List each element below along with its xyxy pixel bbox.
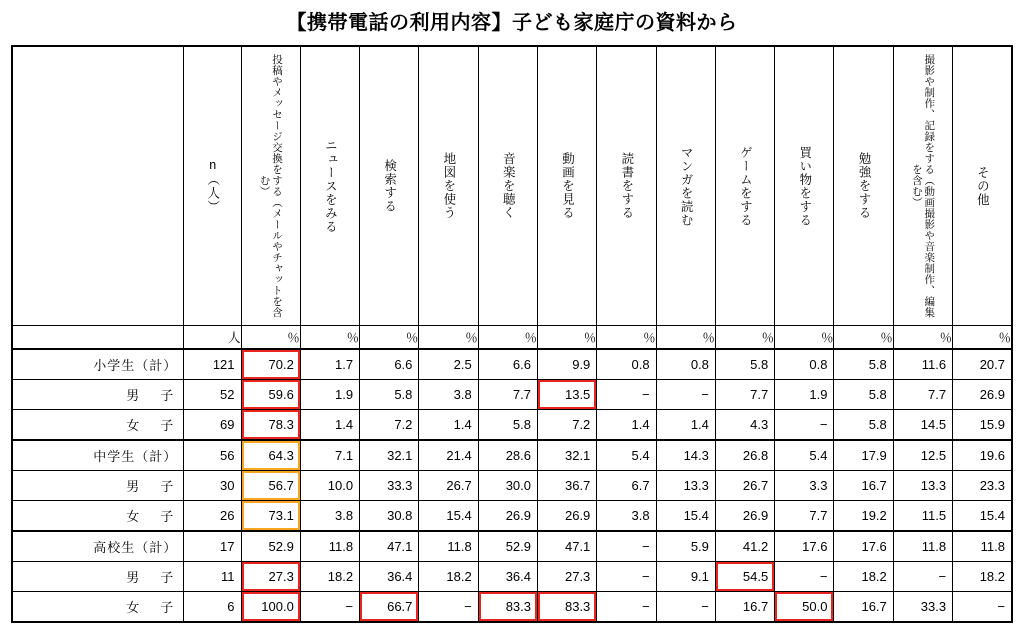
row-label: 中学生（計） xyxy=(12,440,184,471)
cell-c13: 15.9 xyxy=(953,410,1012,441)
cell-c9: 26.7 xyxy=(715,471,774,501)
cell-c3: 47.1 xyxy=(360,531,419,562)
unit-cell-label xyxy=(12,326,184,350)
cell-n: 11 xyxy=(184,562,241,592)
cell-c13: 19.6 xyxy=(953,440,1012,471)
cell-c12: 12.5 xyxy=(893,440,952,471)
cell-c7: 0.8 xyxy=(597,349,656,380)
header-cell-shopping xyxy=(775,46,834,326)
header-label-search: 検索する xyxy=(382,159,397,213)
header-cell-posting xyxy=(241,46,300,326)
header-label-shopping: 買い物をする xyxy=(797,145,812,227)
table-body xyxy=(12,326,1012,623)
unit-cell-c1: ％ xyxy=(241,326,300,350)
cell-c5: 6.6 xyxy=(478,349,537,380)
table-row xyxy=(12,440,1012,471)
cell-c8: 1.4 xyxy=(656,410,715,441)
header-cell-label xyxy=(12,46,184,326)
unit-cell-c12: ％ xyxy=(893,326,952,350)
header-label-other: その他 xyxy=(975,165,990,207)
header-cell-other xyxy=(953,46,1012,326)
header-cell-music xyxy=(478,46,537,326)
cell-c6: 13.5 xyxy=(538,380,597,410)
cell-c3: 7.2 xyxy=(360,410,419,441)
cell-n: 69 xyxy=(184,410,241,441)
cell-c2: 1.4 xyxy=(300,410,359,441)
cell-c5: 5.8 xyxy=(478,410,537,441)
cell-c3: 6.6 xyxy=(360,349,419,380)
cell-c12: 13.3 xyxy=(893,471,952,501)
cell-c3: 66.7 xyxy=(360,592,419,623)
header-label-music: 音楽を聴く xyxy=(501,152,516,220)
cell-c5: 83.3 xyxy=(478,592,537,623)
cell-c9: 26.8 xyxy=(715,440,774,471)
header-cell-map xyxy=(419,46,478,326)
cell-c5: 26.9 xyxy=(478,501,537,532)
cell-c8: 13.3 xyxy=(656,471,715,501)
header-cell-reading xyxy=(597,46,656,326)
header-label-manga: マンガを読む xyxy=(679,145,694,227)
cell-c1: 59.6 xyxy=(241,380,300,410)
cell-c6: 27.3 xyxy=(538,562,597,592)
cell-c13: 23.3 xyxy=(953,471,1012,501)
cell-c3: 32.1 xyxy=(360,440,419,471)
cell-c11: 16.7 xyxy=(834,471,893,501)
cell-c10: 3.3 xyxy=(775,471,834,501)
header-cell-game xyxy=(715,46,774,326)
cell-c9: 16.7 xyxy=(715,592,774,623)
cell-c1: 56.7 xyxy=(241,471,300,501)
cell-c1: 70.2 xyxy=(241,349,300,380)
cell-c7: − xyxy=(597,562,656,592)
unit-cell-c3: ％ xyxy=(360,326,419,350)
cell-c4: 3.8 xyxy=(419,380,478,410)
row-label: 女 子 xyxy=(12,410,184,441)
cell-c10: − xyxy=(775,562,834,592)
header-label-n: n（人） xyxy=(205,158,220,214)
cell-c2: 10.0 xyxy=(300,471,359,501)
cell-c2: 7.1 xyxy=(300,440,359,471)
cell-c6: 47.1 xyxy=(538,531,597,562)
header-label-study: 勉強をする xyxy=(857,152,871,220)
cell-c7: 1.4 xyxy=(597,410,656,441)
cell-c13: 18.2 xyxy=(953,562,1012,592)
cell-c7: − xyxy=(597,531,656,562)
cell-c3: 36.4 xyxy=(360,562,419,592)
cell-c10: 50.0 xyxy=(775,592,834,623)
cell-c10: 0.8 xyxy=(775,349,834,380)
cell-n: 52 xyxy=(184,380,241,410)
cell-c7: − xyxy=(597,380,656,410)
cell-c9: 4.3 xyxy=(715,410,774,441)
header-label-video: 動画を見る xyxy=(560,152,575,220)
cell-c8: 14.3 xyxy=(656,440,715,471)
cell-c7: 6.7 xyxy=(597,471,656,501)
cell-n: 6 xyxy=(184,592,241,623)
cell-c12: − xyxy=(893,562,952,592)
cell-c12: 7.7 xyxy=(893,380,952,410)
header-cell-study xyxy=(834,46,893,326)
cell-c4: 11.8 xyxy=(419,531,478,562)
cell-c11: 17.9 xyxy=(834,440,893,471)
cell-c5: 7.7 xyxy=(478,380,537,410)
cell-c9: 5.8 xyxy=(715,349,774,380)
header-cell-n xyxy=(184,46,241,326)
cell-c1: 64.3 xyxy=(241,440,300,471)
header-label-posting: 投稿やメッセージ交換をする（メールやチャットを含む） xyxy=(258,54,284,318)
cell-c6: 36.7 xyxy=(538,471,597,501)
cell-c12: 33.3 xyxy=(893,592,952,623)
unit-cell-c4: ％ xyxy=(419,326,478,350)
unit-cell-c8: ％ xyxy=(656,326,715,350)
cell-c11: 18.2 xyxy=(834,562,893,592)
header-label-news: ニュースをみる xyxy=(323,138,338,234)
cell-c10: 17.6 xyxy=(775,531,834,562)
data-table-container xyxy=(11,45,1013,623)
table-row xyxy=(12,531,1012,562)
unit-cell-c13: ％ xyxy=(953,326,1012,350)
header-label-reading: 読書をする xyxy=(619,152,634,220)
row-label: 女 子 xyxy=(12,501,184,532)
cell-c7: 3.8 xyxy=(597,501,656,532)
cell-n: 17 xyxy=(184,531,241,562)
header-row xyxy=(12,46,1012,326)
cell-n: 26 xyxy=(184,501,241,532)
cell-c5: 52.9 xyxy=(478,531,537,562)
table-row xyxy=(12,592,1012,623)
cell-c4: 21.4 xyxy=(419,440,478,471)
cell-c9: 7.7 xyxy=(715,380,774,410)
cell-c2: 1.9 xyxy=(300,380,359,410)
cell-c8: − xyxy=(656,592,715,623)
unit-cell-c7: ％ xyxy=(597,326,656,350)
table-row xyxy=(12,562,1012,592)
row-label: 高校生（計） xyxy=(12,531,184,562)
cell-c13: − xyxy=(953,592,1012,623)
cell-c2: 1.7 xyxy=(300,349,359,380)
table-row xyxy=(12,501,1012,532)
table-row xyxy=(12,349,1012,380)
cell-c13: 20.7 xyxy=(953,349,1012,380)
cell-c13: 15.4 xyxy=(953,501,1012,532)
cell-c7: − xyxy=(597,592,656,623)
cell-c6: 26.9 xyxy=(538,501,597,532)
cell-c2: − xyxy=(300,592,359,623)
cell-c1: 78.3 xyxy=(241,410,300,441)
unit-cell-c5: ％ xyxy=(478,326,537,350)
header-label-map: 地図を使う xyxy=(441,152,456,220)
unit-cell-n: 人 xyxy=(184,326,241,350)
table-header xyxy=(12,46,1012,326)
header-label-game: ゲームをする xyxy=(738,145,753,227)
cell-c6: 83.3 xyxy=(538,592,597,623)
cell-c6: 32.1 xyxy=(538,440,597,471)
cell-c3: 33.3 xyxy=(360,471,419,501)
cell-c1: 100.0 xyxy=(241,592,300,623)
cell-c10: 5.4 xyxy=(775,440,834,471)
cell-c11: 5.8 xyxy=(834,349,893,380)
cell-c8: 15.4 xyxy=(656,501,715,532)
cell-c1: 27.3 xyxy=(241,562,300,592)
cell-c3: 5.8 xyxy=(360,380,419,410)
unit-cell-c6: ％ xyxy=(538,326,597,350)
cell-c4: 2.5 xyxy=(419,349,478,380)
cell-c6: 7.2 xyxy=(538,410,597,441)
header-cell-video xyxy=(538,46,597,326)
table-row xyxy=(12,380,1012,410)
header-cell-search xyxy=(360,46,419,326)
header-cell-creation xyxy=(893,46,952,326)
unit-row xyxy=(12,326,1012,350)
cell-c10: 1.9 xyxy=(775,380,834,410)
mobile-phone-usage-table xyxy=(11,45,1013,623)
cell-n: 30 xyxy=(184,471,241,501)
cell-c2: 11.8 xyxy=(300,531,359,562)
cell-c11: 17.6 xyxy=(834,531,893,562)
unit-cell-c9: ％ xyxy=(715,326,774,350)
unit-cell-c2: ％ xyxy=(300,326,359,350)
table-row xyxy=(12,410,1012,441)
cell-c13: 11.8 xyxy=(953,531,1012,562)
cell-c9: 26.9 xyxy=(715,501,774,532)
cell-n: 56 xyxy=(184,440,241,471)
row-label: 女 子 xyxy=(12,592,184,623)
cell-c11: 16.7 xyxy=(834,592,893,623)
cell-c5: 30.0 xyxy=(478,471,537,501)
table-row xyxy=(12,471,1012,501)
cell-c4: 18.2 xyxy=(419,562,478,592)
cell-c4: 15.4 xyxy=(419,501,478,532)
cell-c9: 54.5 xyxy=(715,562,774,592)
cell-c2: 18.2 xyxy=(300,562,359,592)
cell-c12: 11.6 xyxy=(893,349,952,380)
unit-cell-c10: ％ xyxy=(775,326,834,350)
page-title: 【携帯電話の利用内容】子ども家庭庁の資料から xyxy=(286,12,738,34)
header-cell-manga xyxy=(656,46,715,326)
cell-c10: 7.7 xyxy=(775,501,834,532)
cell-c7: 5.4 xyxy=(597,440,656,471)
cell-c11: 19.2 xyxy=(834,501,893,532)
cell-n: 121 xyxy=(184,349,241,380)
row-label: 男 子 xyxy=(12,380,184,410)
cell-c5: 36.4 xyxy=(478,562,537,592)
cell-c4: 1.4 xyxy=(419,410,478,441)
cell-c4: 26.7 xyxy=(419,471,478,501)
cell-c12: 11.8 xyxy=(893,531,952,562)
cell-c12: 14.5 xyxy=(893,410,952,441)
row-label: 男 子 xyxy=(12,471,184,501)
cell-c8: − xyxy=(656,380,715,410)
cell-c1: 52.9 xyxy=(241,531,300,562)
cell-c9: 41.2 xyxy=(715,531,774,562)
cell-c13: 26.9 xyxy=(953,380,1012,410)
cell-c10: − xyxy=(775,410,834,441)
unit-cell-c11: ％ xyxy=(834,326,893,350)
cell-c11: 5.8 xyxy=(834,410,893,441)
row-label: 男 子 xyxy=(12,562,184,592)
cell-c6: 9.9 xyxy=(538,349,597,380)
cell-c5: 28.6 xyxy=(478,440,537,471)
cell-c1: 73.1 xyxy=(241,501,300,532)
cell-c2: 3.8 xyxy=(300,501,359,532)
cell-c8: 9.1 xyxy=(656,562,715,592)
cell-c12: 11.5 xyxy=(893,501,952,532)
cell-c8: 0.8 xyxy=(656,349,715,380)
header-label-creation: 撮影や制作、記録をする（動画撮影や音楽制作、編集を含む） xyxy=(910,54,936,318)
cell-c11: 5.8 xyxy=(834,380,893,410)
cell-c8: 5.9 xyxy=(656,531,715,562)
header-cell-news xyxy=(300,46,359,326)
cell-c4: − xyxy=(419,592,478,623)
row-label: 小学生（計） xyxy=(12,349,184,380)
cell-c3: 30.8 xyxy=(360,501,419,532)
